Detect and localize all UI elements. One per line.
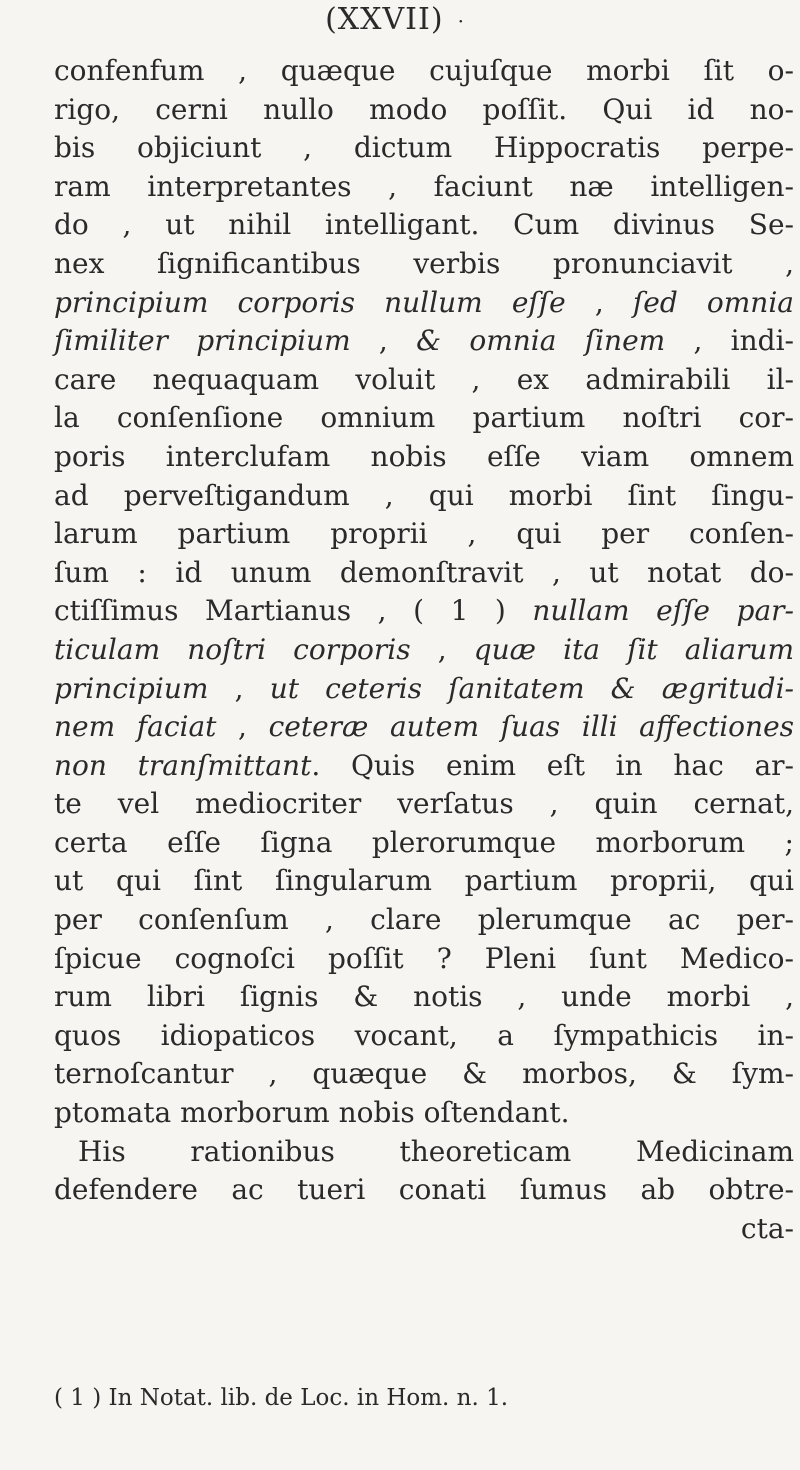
- text-line: [54, 52, 794, 91]
- text-line: [54, 129, 794, 168]
- footnote: ( 1 ) In Notat. lib. de Loc. in Hom. n. 1.: [54, 1385, 509, 1411]
- text-line: [54, 1094, 794, 1133]
- text-line: [54, 901, 794, 940]
- text-segment: ternoſcantur , quæque & morbos, & ſym-: [54, 1057, 794, 1091]
- text-line: [54, 399, 794, 438]
- text-segment: ,: [208, 671, 270, 705]
- page-number: (XXVII): [325, 2, 444, 37]
- text-line: [54, 1171, 794, 1210]
- text-segment: care nequaquam voluit , ex admirabili il-: [54, 362, 794, 396]
- text-segment: la conſenſione omnium partium noſtri cor-: [54, 401, 794, 435]
- italic-segment: nullam eſſe par-: [532, 594, 794, 628]
- header-mark: ·: [457, 9, 465, 33]
- text-line: [54, 824, 794, 863]
- text-line: [54, 978, 794, 1017]
- text-line: [54, 785, 794, 824]
- text-segment: . Quis enim eſt in hac ar-: [311, 748, 794, 782]
- text-segment: ,: [350, 324, 417, 358]
- text-segment: poris interclufam nobis eſſe viam omnem: [54, 439, 794, 473]
- text-segment: ſpicue cognoſci poſſit ? Pleni ſunt Medico-: [54, 941, 794, 975]
- text-line: [54, 592, 794, 631]
- text-line: [54, 862, 794, 901]
- text-segment: ad perveſtigandum , qui morbi ſint ſingu-: [54, 478, 794, 512]
- text-segment: ,: [216, 710, 269, 744]
- text-segment: ,: [410, 632, 474, 666]
- italic-segment: principium corporis nullum eſſe: [54, 285, 566, 319]
- text-line: [54, 670, 794, 709]
- text-line: [54, 515, 794, 554]
- italic-segment: & omnia ſinem: [416, 324, 666, 358]
- italic-segment: ticulam noſtri corporis: [54, 632, 411, 666]
- text-line: [54, 322, 794, 361]
- text-line: [54, 245, 794, 284]
- italic-segment: non tranſmittant: [54, 748, 312, 782]
- text-line: [54, 438, 794, 477]
- body-text: [54, 52, 794, 1248]
- text-line: [54, 1210, 794, 1249]
- italic-segment: principium: [54, 671, 209, 705]
- text-segment: ram interpretantes , faciunt næ intelligen-: [54, 169, 794, 203]
- text-segment: larum partium proprii , qui per conſen-: [54, 517, 794, 551]
- text-line: [54, 206, 794, 245]
- text-segment: His rationibus theoreticam Medicinam: [78, 1134, 794, 1168]
- text-line: [54, 554, 794, 593]
- text-segment: cta-: [740, 1211, 794, 1245]
- text-segment: do , ut nihil intelligant. Cum divinus Se-: [54, 208, 794, 242]
- text-segment: ,: [565, 285, 633, 319]
- text-segment: certa eſſe ſigna plerorumque morborum ;: [54, 825, 794, 859]
- text-line: [54, 631, 794, 670]
- text-line: [54, 477, 794, 516]
- text-line: [54, 361, 794, 400]
- text-segment: bis objiciunt , dictum Hippocratis perpe-: [54, 131, 794, 165]
- text-segment: defendere ac tueri conati ſumus ab obtre-: [54, 1173, 794, 1207]
- italic-segment: ſed omnia: [632, 285, 794, 319]
- text-segment: te vel mediocriter verſatus , quin cernat,: [54, 787, 794, 821]
- text-segment: per conſenſum , clare plerumque ac per-: [54, 903, 794, 937]
- text-segment: nex ſignificantibus verbis pronunciavit ,: [54, 246, 794, 280]
- text-line: [54, 940, 794, 979]
- italic-segment: quæ ita ſit aliarum: [473, 632, 795, 666]
- text-segment: , indi-: [665, 324, 795, 358]
- page-header: [0, 2, 800, 37]
- text-segment: rigo, cerni nullo modo poſſit. Qui id no-: [54, 92, 794, 126]
- italic-segment: ut ceteris ſanitatem & ægritudi-: [269, 671, 794, 705]
- text-segment: ptomata morborum nobis oſtendant.: [54, 1096, 570, 1130]
- text-segment: ſum : id unum demonſtravit , ut notat do-: [54, 555, 794, 589]
- text-segment: ctiſſimus Martianus , ( 1 ): [54, 594, 533, 628]
- text-line: [54, 1055, 794, 1094]
- text-segment: ut qui ſint ſingularum partium proprii, qui: [54, 864, 794, 898]
- text-line: [54, 284, 794, 323]
- text-segment: quos idiopaticos vocant, a ſympathicis in-: [54, 1018, 794, 1052]
- text-line: [54, 747, 794, 786]
- text-line: [54, 708, 794, 747]
- text-line: [54, 91, 794, 130]
- italic-segment: ſimiliter principium: [54, 324, 351, 358]
- text-segment: confenfum , quæque cujuſque morbi ſit o-: [54, 54, 794, 87]
- text-line: [54, 1017, 794, 1056]
- italic-segment: nem faciat: [54, 710, 217, 744]
- text-line: [54, 1133, 794, 1172]
- text-line: [54, 168, 794, 207]
- text-segment: rum libri ſignis & notis , unde morbi ,: [54, 980, 794, 1014]
- italic-segment: ceteræ autem ſuas illi affectiones: [268, 710, 795, 744]
